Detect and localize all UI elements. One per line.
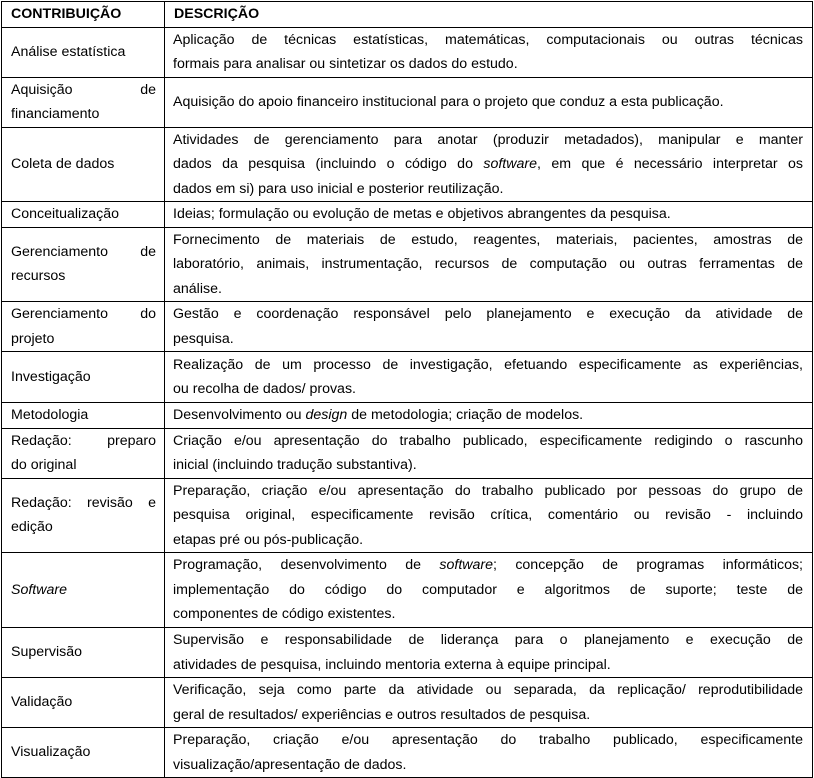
contribution-cell: Análise estatística [2, 27, 165, 77]
contribution-cell: Supervisão [2, 628, 165, 678]
description-cell: Fornecimento de materiais de estudo, reagentes, materiais, pacientes, amostras de laboratório, animais, instrumentação, recursos de computação ou outras ferramentas de análise. [165, 227, 813, 302]
contribution-cell: Investigação [2, 352, 165, 403]
description-cell: Realização de um processo de investigação, efetuando especificamente as experiências, ou recolha de dados/ provas. [165, 352, 813, 403]
table-row [2, 27, 813, 77]
description-cell: Verificação, seja como parte da atividade ou separada, da replicação/ reprodutibilidade geral de resultados/ experiências e outros resultados de pesquisa. [165, 678, 813, 728]
table-row [2, 202, 813, 228]
description-cell: Aplicação de técnicas estatísticas, matemáticas, computacionais ou outras técnicas formais para analisar ou sintetizar os dados do estudo. [165, 27, 813, 77]
description-cell: Aquisição do apoio financeiro institucional para o projeto que conduz a esta publicação. [165, 77, 813, 127]
contribution-cell: Metodologia [2, 403, 165, 429]
contribution-cell: Redação: revisão e edição [2, 478, 165, 553]
table-row [2, 428, 813, 478]
contribution-cell: Coleta de dados [2, 127, 165, 202]
table-row [2, 628, 813, 678]
table-row [2, 728, 813, 778]
description-cell: Preparação, criação e/ou apresentação do trabalho publicado por pessoas do grupo de pesquisa original, especificamente revisão crítica, comentário ou revisão - incluindo etapas pré ou pós-publicação. [165, 478, 813, 553]
description-cell: Programação, desenvolvimento de software; concepção de programas informáticos; implementação do código do computador e algoritmos de suporte; teste de componentes de código existentes. [165, 553, 813, 628]
description-cell: Atividades de gerenciamento para anotar (produzir metadados), manipular e manter dados da pesquisa (incluindo o código do software, em que é necessário interpretar os dados em si) para uso inicial e posterior reutilização. [165, 127, 813, 202]
header-contribution: CONTRIBUIÇÃO [2, 2, 165, 28]
contribution-cell: Gerenciamento de recursos [2, 227, 165, 302]
contribution-cell: Visualização [2, 728, 165, 778]
contribution-cell: Software [2, 553, 165, 628]
description-cell: Criação e/ou apresentação do trabalho publicado, especificamente redigindo o rascunho inicial (incluindo tradução substantiva). [165, 428, 813, 478]
header-row [2, 2, 813, 28]
table-row [2, 478, 813, 553]
table-row [2, 227, 813, 302]
table-row [2, 553, 813, 628]
table-row [2, 77, 813, 127]
contribution-cell: Redação: preparo do original [2, 428, 165, 478]
description-cell: Preparação, criação e/ou apresentação do trabalho publicado, especificamente visualização/apresentação de dados. [165, 728, 813, 778]
contribution-cell: Validação [2, 678, 165, 728]
contributions-table [1, 1, 813, 778]
table-row [2, 127, 813, 202]
table-row [2, 678, 813, 728]
contribution-cell: Aquisição de financiamento [2, 77, 165, 127]
description-cell: Gestão e coordenação responsável pelo planejamento e execução da atividade de pesquisa. [165, 302, 813, 352]
table-row [2, 302, 813, 352]
header-description: DESCRIÇÃO [165, 2, 813, 28]
contribution-cell: Conceitualização [2, 202, 165, 228]
description-cell: Supervisão e responsabilidade de liderança para o planejamento e execução de atividades de pesquisa, incluindo mentoria externa à equipe principal. [165, 628, 813, 678]
table-row [2, 403, 813, 429]
description-cell: Desenvolvimento ou design de metodologia; criação de modelos. [165, 403, 813, 429]
table-row [2, 352, 813, 403]
contribution-cell: Gerenciamento do projeto [2, 302, 165, 352]
description-cell: Ideias; formulação ou evolução de metas e objetivos abrangentes da pesquisa. [165, 202, 813, 228]
